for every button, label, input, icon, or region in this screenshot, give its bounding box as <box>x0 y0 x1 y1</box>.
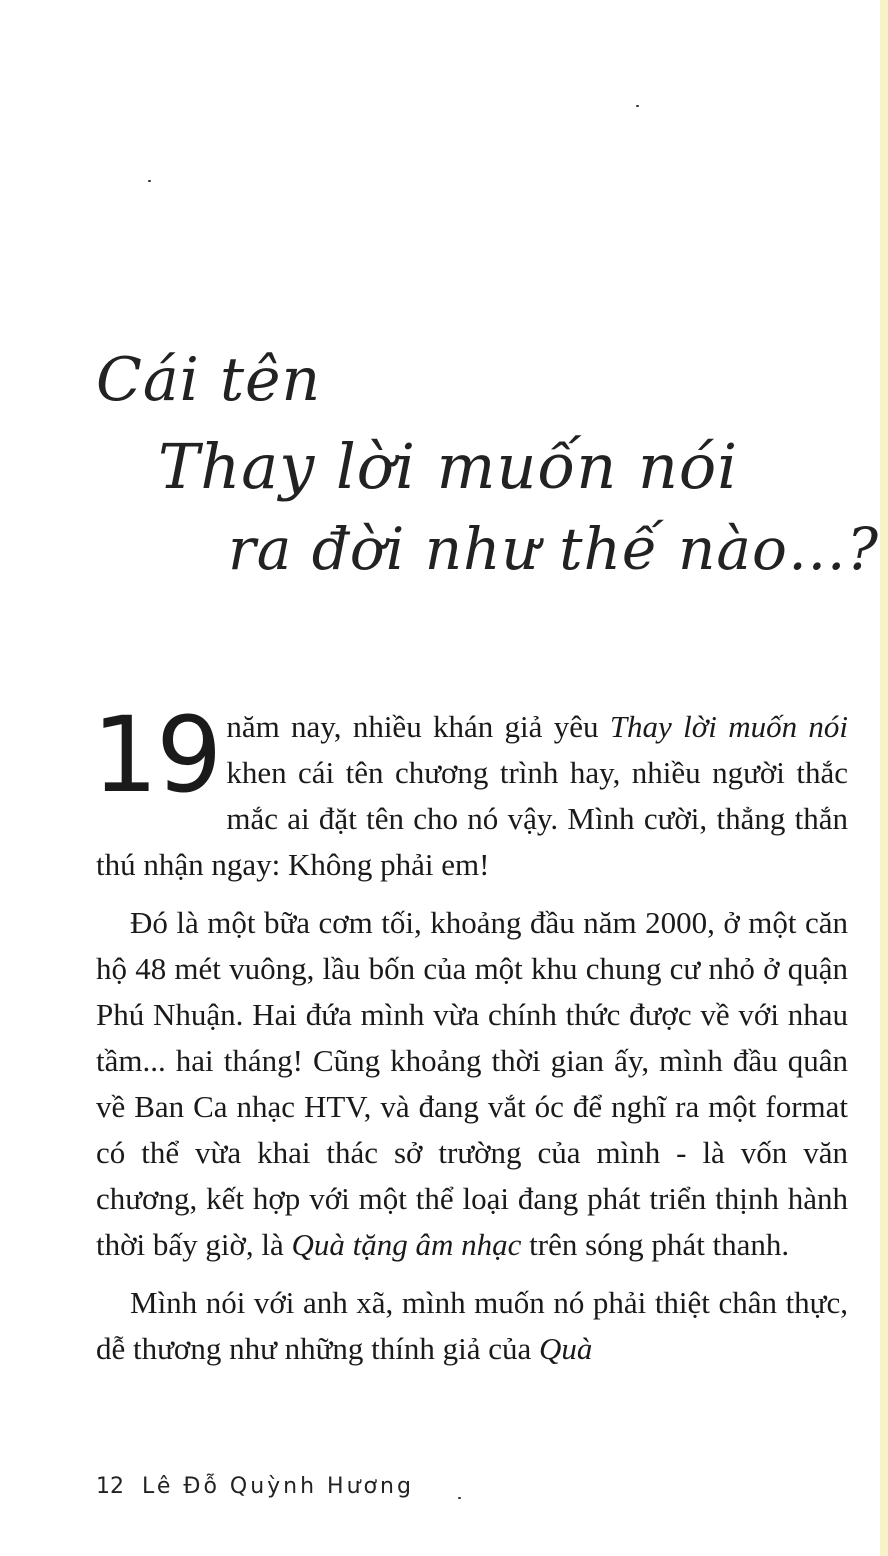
paragraph-2-italic: Quà tặng âm nhạc <box>291 1227 522 1262</box>
paragraph-2-text: Đó là một bữa cơm tối, khoảng đầu năm 2000, ở một căn hộ 48 mét vuông, lầu bốn của một khu chung cư nhỏ ở quận Phú Nhuận. Hai đứa mình vừa chính thức được về với nhau tầm... hai tháng! Cũng khoảng thời gian ấy, mình đầu quân về Ban Ca nhạc HTV, và đang vắt óc để nghĩ ra một format có thể vừa khai thác sở trường của mình - là vốn văn chương, kết hợp với một thể loại đang phát triển thịnh hành thời bấy giờ, là <box>96 905 848 1262</box>
author-name: Lê Đỗ Quỳnh Hương <box>142 1474 414 1499</box>
paragraph-3-italic: Quà <box>539 1331 593 1366</box>
paragraph-1-lead: năm nay, nhiều khán giả yêu <box>226 709 610 744</box>
paragraph-2 <box>96 900 848 1268</box>
chapter-title-line-3: ra đời như thế nào…? <box>228 515 880 583</box>
chapter-title-line-1: Cái tên <box>96 345 322 415</box>
show-title-italic: Thay lời muốn nói <box>609 709 848 744</box>
paragraph-1-rest: khen cái tên chương trình hay, nhiều người thắc mắc ai đặt tên cho nó vậy. Mình cười, thẳng thắn thú nhận ngay: Không phải em! <box>96 755 848 882</box>
print-speck <box>636 105 639 107</box>
chapter-title-line-2: Thay lời muốn nói <box>158 430 739 503</box>
paragraph-3 <box>96 1280 848 1372</box>
page-edge-strip <box>880 0 888 1556</box>
drop-cap: 19 <box>92 694 221 816</box>
paragraph-3-text: Mình nói với anh xã, mình muốn nó phải thiệt chân thực, dễ thương như những thính giả của <box>96 1285 848 1366</box>
paragraph-2-end: trên sóng phát thanh. <box>521 1227 790 1262</box>
print-speck <box>458 1497 461 1499</box>
page-footer <box>96 1474 414 1499</box>
chapter-body <box>92 694 848 1384</box>
page-number: 12 <box>96 1474 124 1499</box>
print-speck <box>148 180 151 182</box>
paragraph-1 <box>92 694 848 888</box>
